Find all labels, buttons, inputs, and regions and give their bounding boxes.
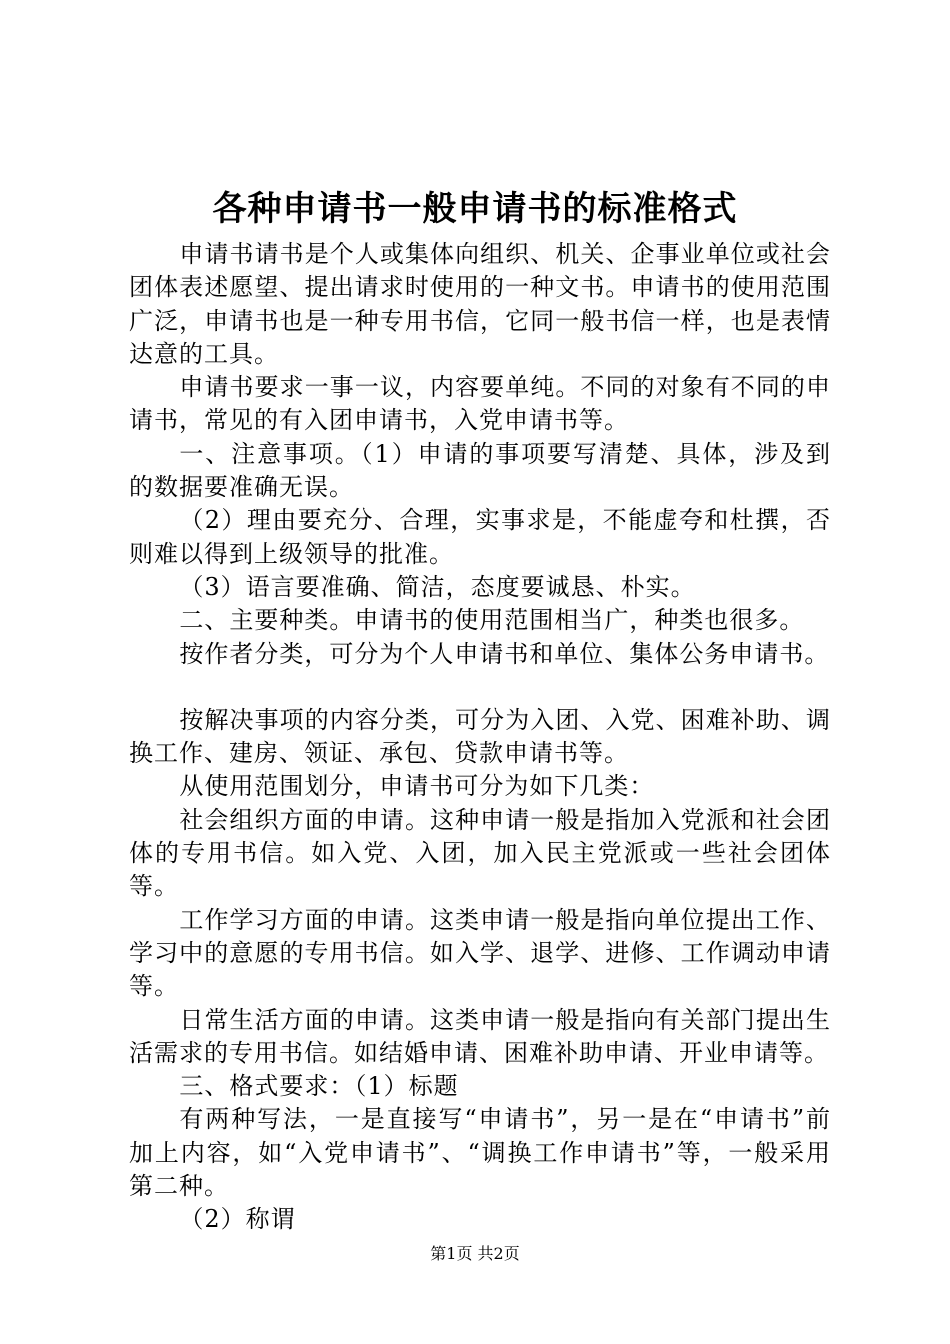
paragraph-salutation: （2）称谓 [179,1205,296,1234]
paragraph-work-study: 工作学习方面的申请。这类申请一般是指向单位提出工作、学习中的意愿的专用书信。如入学、退学、进修、工作调动申请等。 [129,905,831,1001]
paragraph-title-methods: 有两种写法，一是直接写“申请书”，另一是在“申请书”前加上内容，如“入党申请书”、“调换工作申请书”等，一般采用第二种。 [129,1105,831,1201]
paragraph-requirements: 申请书要求一事一议，内容要单纯。不同的对象有不同的申请书，常见的有入团申请书，入党申请书等。 [129,373,831,435]
paragraph-notes-1: 一、注意事项。（1）申请的事项要写清楚、具体，涉及到的数据要准确无误。 [129,439,831,502]
page-title: 各种申请书一般申请书的标准格式 [212,189,738,229]
paragraph-intro: 申请书请书是个人或集体向组织、机关、企事业单位或社会团体表述愿望、提出请求时使用的一种文书。申请书的使用范围广泛，申请书也是一种专用书信，它同一般书信一样，也是表情达意的工具。 [129,240,831,368]
page-footer: 第1页 共2页 [430,1244,520,1263]
document-body [129,238,831,1237]
paragraph-notes-2: （2）理由要充分、合理，实事求是，不能虚夸和杜撰，否则难以得到上级领导的批准。 [129,506,831,568]
paragraph-by-content: 按解决事项的内容分类，可分为入团、入党、困难补助、调换工作、建房、领证、承包、贷款申请书等。 [129,705,831,768]
paragraph-by-author: 按作者分类，可分为个人申请书和单位、集体公务申请书。 [179,639,830,668]
paragraph-daily-life: 日常生活方面的申请。这类申请一般是指向有关部门提出生活需求的专用书信。如结婚申请、困难补助申请、开业申请等。 [129,1005,831,1067]
paragraph-notes-3: （3）语言要准确、简洁，态度要诚恳、朴实。 [179,572,696,601]
paragraph-types: 二、主要种类。申请书的使用范围相当广，种类也很多。 [179,606,805,635]
paragraph-format-heading: 三、格式要求：（1）标题 [179,1072,459,1101]
paragraph-social: 社会组织方面的申请。这种申请一般是指加入党派和社会团体的专用书信。如入党、入团，加入民主党派或一些社会团体等。 [129,805,831,901]
paragraph-by-scope: 从使用范围划分，申请书可分为如下几类： [179,772,655,801]
